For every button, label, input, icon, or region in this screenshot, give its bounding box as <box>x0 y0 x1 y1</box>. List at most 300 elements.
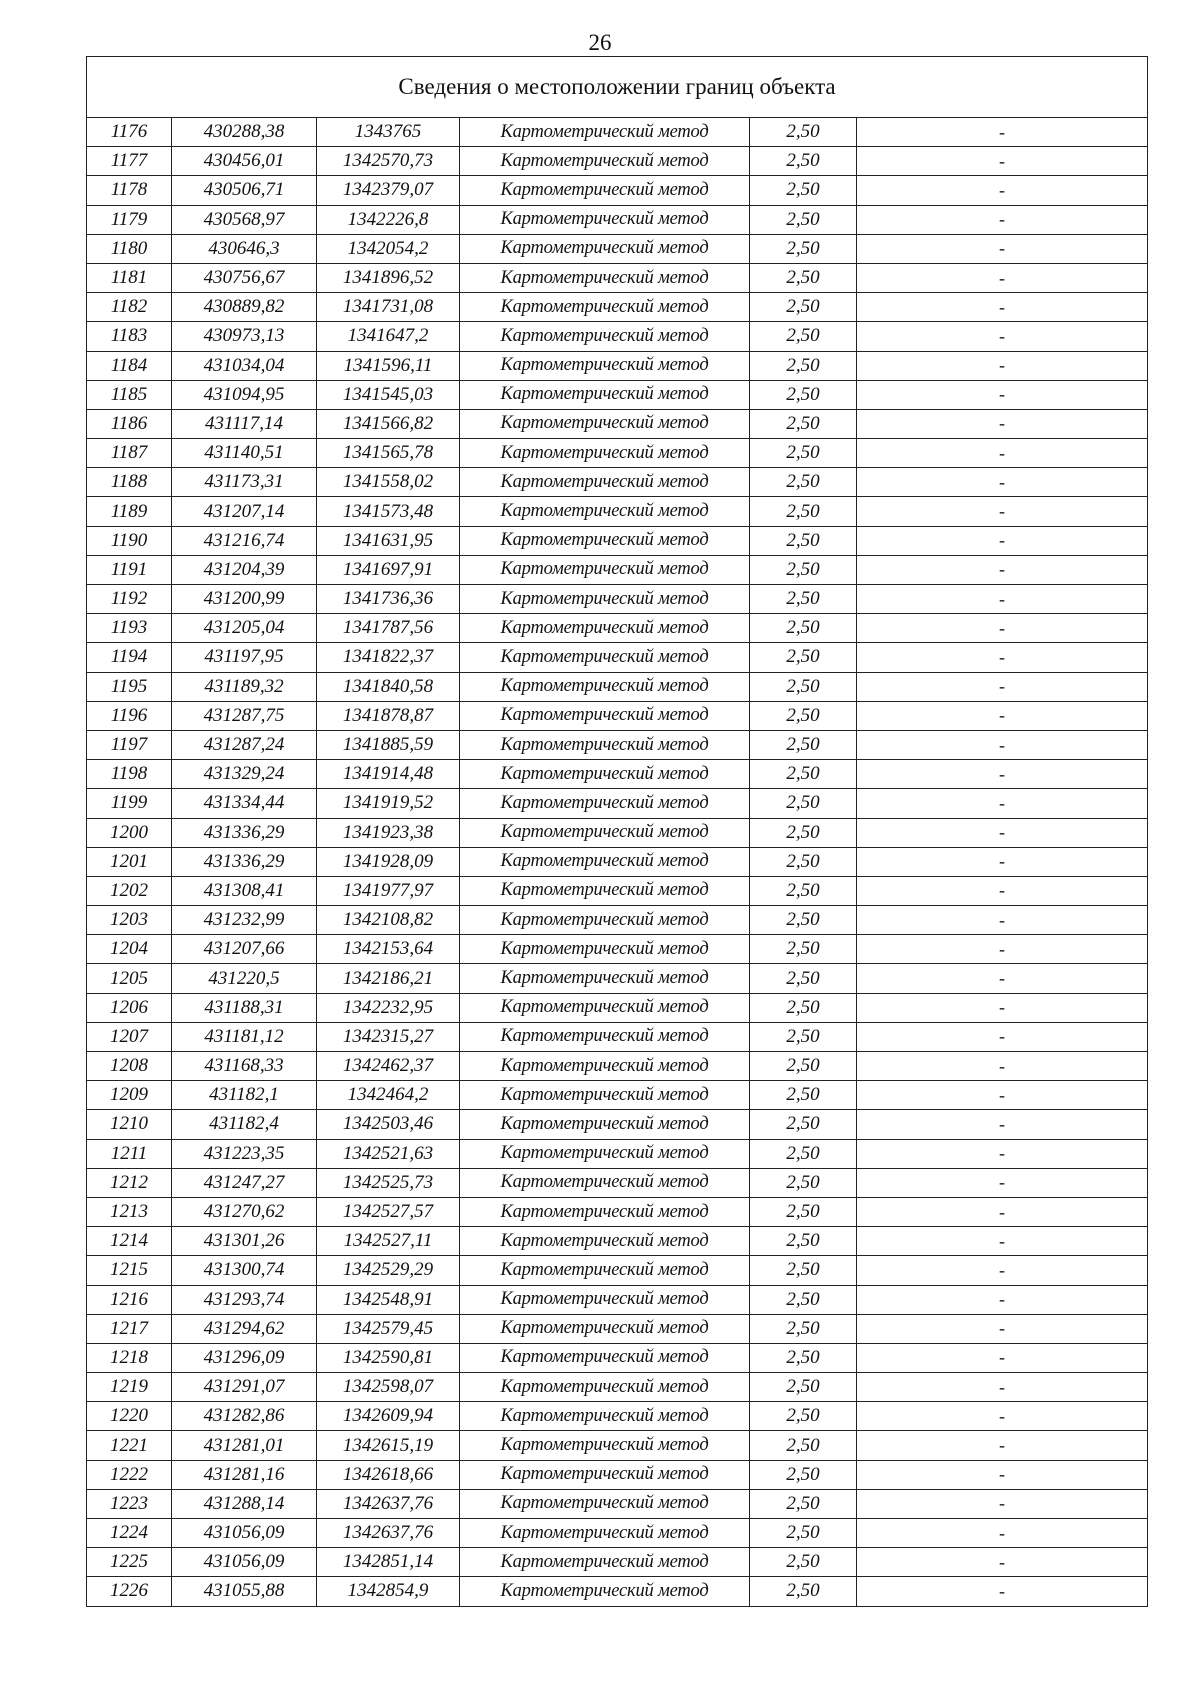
y-coordinate-cell: 1342637,76 <box>317 1519 460 1548</box>
accuracy-cell: 2,50 <box>750 1168 857 1197</box>
table-row <box>87 1256 1148 1285</box>
x-coordinate-cell: 431056,09 <box>172 1519 317 1548</box>
x-coordinate-cell: 431207,14 <box>172 497 317 526</box>
y-coordinate-cell: 1342590,81 <box>317 1343 460 1372</box>
point-number-cell: 1191 <box>87 555 172 584</box>
x-coordinate-cell: 430889,82 <box>172 293 317 322</box>
table-row <box>87 1022 1148 1051</box>
note-cell: - <box>857 1197 1148 1226</box>
note-cell: - <box>857 439 1148 468</box>
accuracy-cell: 2,50 <box>750 118 857 147</box>
point-number-cell: 1189 <box>87 497 172 526</box>
method-cell: Картометрический метод <box>460 1460 750 1489</box>
accuracy-cell: 2,50 <box>750 147 857 176</box>
x-coordinate-cell: 431094,95 <box>172 380 317 409</box>
y-coordinate-cell: 1342153,64 <box>317 935 460 964</box>
note-cell: - <box>857 1168 1148 1197</box>
x-coordinate-cell: 431296,09 <box>172 1343 317 1372</box>
note-cell: - <box>857 730 1148 759</box>
accuracy-cell: 2,50 <box>750 409 857 438</box>
table-row <box>87 847 1148 876</box>
note-cell: - <box>857 1139 1148 1168</box>
y-coordinate-cell: 1341919,52 <box>317 789 460 818</box>
accuracy-cell: 2,50 <box>750 1139 857 1168</box>
note-cell: - <box>857 118 1148 147</box>
point-number-cell: 1222 <box>87 1460 172 1489</box>
method-cell: Картометрический метод <box>460 789 750 818</box>
table-row <box>87 1168 1148 1197</box>
note-cell: - <box>857 205 1148 234</box>
x-coordinate-cell: 431336,29 <box>172 847 317 876</box>
accuracy-cell: 2,50 <box>750 380 857 409</box>
table-row <box>87 263 1148 292</box>
x-coordinate-cell: 431197,95 <box>172 643 317 672</box>
point-number-cell: 1211 <box>87 1139 172 1168</box>
table-row <box>87 672 1148 701</box>
point-number-cell: 1214 <box>87 1227 172 1256</box>
point-number-cell: 1186 <box>87 409 172 438</box>
point-number-cell: 1204 <box>87 935 172 964</box>
y-coordinate-cell: 1341545,03 <box>317 380 460 409</box>
point-number-cell: 1182 <box>87 293 172 322</box>
accuracy-cell: 2,50 <box>750 293 857 322</box>
note-cell: - <box>857 1431 1148 1460</box>
y-coordinate-cell: 1342529,29 <box>317 1256 460 1285</box>
table-row <box>87 1577 1148 1606</box>
method-cell: Картометрический метод <box>460 906 750 935</box>
note-cell: - <box>857 351 1148 380</box>
note-cell: - <box>857 176 1148 205</box>
table-row <box>87 526 1148 555</box>
note-cell: - <box>857 468 1148 497</box>
y-coordinate-cell: 1342527,57 <box>317 1197 460 1226</box>
method-cell: Картометрический метод <box>460 380 750 409</box>
y-coordinate-cell: 1341596,11 <box>317 351 460 380</box>
note-cell: - <box>857 906 1148 935</box>
accuracy-cell: 2,50 <box>750 643 857 672</box>
x-coordinate-cell: 431223,35 <box>172 1139 317 1168</box>
table-row <box>87 1227 1148 1256</box>
accuracy-cell: 2,50 <box>750 935 857 964</box>
point-number-cell: 1223 <box>87 1489 172 1518</box>
table-row <box>87 789 1148 818</box>
table-body <box>87 57 1148 1607</box>
method-cell: Картометрический метод <box>460 205 750 234</box>
x-coordinate-cell: 431200,99 <box>172 585 317 614</box>
y-coordinate-cell: 1341923,38 <box>317 818 460 847</box>
x-coordinate-cell: 431181,12 <box>172 1022 317 1051</box>
x-coordinate-cell: 430506,71 <box>172 176 317 205</box>
note-cell: - <box>857 380 1148 409</box>
y-coordinate-cell: 1341914,48 <box>317 760 460 789</box>
note-cell: - <box>857 147 1148 176</box>
point-number-cell: 1226 <box>87 1577 172 1606</box>
method-cell: Картометрический метод <box>460 1314 750 1343</box>
y-coordinate-cell: 1342851,14 <box>317 1548 460 1577</box>
note-cell: - <box>857 993 1148 1022</box>
point-number-cell: 1190 <box>87 526 172 555</box>
note-cell: - <box>857 643 1148 672</box>
method-cell: Картометрический метод <box>460 1519 750 1548</box>
note-cell: - <box>857 672 1148 701</box>
accuracy-cell: 2,50 <box>750 468 857 497</box>
page-number: 26 <box>588 30 612 55</box>
point-number-cell: 1184 <box>87 351 172 380</box>
note-cell: - <box>857 1460 1148 1489</box>
table-row <box>87 964 1148 993</box>
x-coordinate-cell: 431281,01 <box>172 1431 317 1460</box>
table-row <box>87 585 1148 614</box>
note-cell: - <box>857 1285 1148 1314</box>
point-number-cell: 1195 <box>87 672 172 701</box>
point-number-cell: 1187 <box>87 439 172 468</box>
x-coordinate-cell: 431056,09 <box>172 1548 317 1577</box>
table-row <box>87 1052 1148 1081</box>
y-coordinate-cell: 1341878,87 <box>317 701 460 730</box>
table-row <box>87 1519 1148 1548</box>
accuracy-cell: 2,50 <box>750 585 857 614</box>
point-number-cell: 1177 <box>87 147 172 176</box>
note-cell: - <box>857 964 1148 993</box>
method-cell: Картометрический метод <box>460 1489 750 1518</box>
y-coordinate-cell: 1341896,52 <box>317 263 460 292</box>
y-coordinate-cell: 1342570,73 <box>317 147 460 176</box>
point-number-cell: 1215 <box>87 1256 172 1285</box>
accuracy-cell: 2,50 <box>750 1431 857 1460</box>
x-coordinate-cell: 431281,16 <box>172 1460 317 1489</box>
method-cell: Картометрический метод <box>460 263 750 292</box>
note-cell: - <box>857 263 1148 292</box>
method-cell: Картометрический метод <box>460 322 750 351</box>
table-row <box>87 293 1148 322</box>
x-coordinate-cell: 431308,41 <box>172 876 317 905</box>
x-coordinate-cell: 430973,13 <box>172 322 317 351</box>
y-coordinate-cell: 1342054,2 <box>317 234 460 263</box>
method-cell: Картометрический метод <box>460 1256 750 1285</box>
accuracy-cell: 2,50 <box>750 1519 857 1548</box>
note-cell: - <box>857 585 1148 614</box>
x-coordinate-cell: 431291,07 <box>172 1373 317 1402</box>
table-row <box>87 1081 1148 1110</box>
x-coordinate-cell: 431334,44 <box>172 789 317 818</box>
y-coordinate-cell: 1341573,48 <box>317 497 460 526</box>
y-coordinate-cell: 1341787,56 <box>317 614 460 643</box>
method-cell: Картометрический метод <box>460 1052 750 1081</box>
method-cell: Картометрический метод <box>460 1431 750 1460</box>
y-coordinate-cell: 1342226,8 <box>317 205 460 234</box>
table-row <box>87 439 1148 468</box>
table-row <box>87 1110 1148 1139</box>
note-cell: - <box>857 818 1148 847</box>
method-cell: Картометрический метод <box>460 760 750 789</box>
note-cell: - <box>857 1548 1148 1577</box>
x-coordinate-cell: 430646,3 <box>172 234 317 263</box>
accuracy-cell: 2,50 <box>750 234 857 263</box>
x-coordinate-cell: 431204,39 <box>172 555 317 584</box>
note-cell: - <box>857 760 1148 789</box>
accuracy-cell: 2,50 <box>750 1314 857 1343</box>
table-row <box>87 351 1148 380</box>
y-coordinate-cell: 1341840,58 <box>317 672 460 701</box>
method-cell: Картометрический метод <box>460 1577 750 1606</box>
note-cell: - <box>857 526 1148 555</box>
method-cell: Картометрический метод <box>460 964 750 993</box>
method-cell: Картометрический метод <box>460 1197 750 1226</box>
table-row <box>87 205 1148 234</box>
point-number-cell: 1225 <box>87 1548 172 1577</box>
x-coordinate-cell: 431173,31 <box>172 468 317 497</box>
note-cell: - <box>857 701 1148 730</box>
accuracy-cell: 2,50 <box>750 847 857 876</box>
table-row <box>87 993 1148 1022</box>
y-coordinate-cell: 1341977,97 <box>317 876 460 905</box>
method-cell: Картометрический метод <box>460 1285 750 1314</box>
x-coordinate-cell: 430456,01 <box>172 147 317 176</box>
accuracy-cell: 2,50 <box>750 760 857 789</box>
table-row <box>87 906 1148 935</box>
method-cell: Картометрический метод <box>460 1373 750 1402</box>
table-row <box>87 176 1148 205</box>
x-coordinate-cell: 430288,38 <box>172 118 317 147</box>
y-coordinate-cell: 1342379,07 <box>317 176 460 205</box>
point-number-cell: 1217 <box>87 1314 172 1343</box>
accuracy-cell: 2,50 <box>750 1460 857 1489</box>
y-coordinate-cell: 1341647,2 <box>317 322 460 351</box>
table-row <box>87 322 1148 351</box>
table-row <box>87 147 1148 176</box>
note-cell: - <box>857 1577 1148 1606</box>
point-number-cell: 1208 <box>87 1052 172 1081</box>
note-cell: - <box>857 234 1148 263</box>
point-number-cell: 1201 <box>87 847 172 876</box>
point-number-cell: 1202 <box>87 876 172 905</box>
note-cell: - <box>857 497 1148 526</box>
y-coordinate-cell: 1342609,94 <box>317 1402 460 1431</box>
method-cell: Картометрический метод <box>460 234 750 263</box>
note-cell: - <box>857 1052 1148 1081</box>
accuracy-cell: 2,50 <box>750 1489 857 1518</box>
y-coordinate-cell: 1342579,45 <box>317 1314 460 1343</box>
y-coordinate-cell: 1341558,02 <box>317 468 460 497</box>
accuracy-cell: 2,50 <box>750 1577 857 1606</box>
accuracy-cell: 2,50 <box>750 1052 857 1081</box>
method-cell: Картометрический метод <box>460 643 750 672</box>
x-coordinate-cell: 431270,62 <box>172 1197 317 1226</box>
y-coordinate-cell: 1342521,63 <box>317 1139 460 1168</box>
x-coordinate-cell: 431216,74 <box>172 526 317 555</box>
x-coordinate-cell: 431287,24 <box>172 730 317 759</box>
note-cell: - <box>857 555 1148 584</box>
table-row <box>87 1139 1148 1168</box>
accuracy-cell: 2,50 <box>750 964 857 993</box>
table-row <box>87 1431 1148 1460</box>
table-row <box>87 1343 1148 1372</box>
accuracy-cell: 2,50 <box>750 1256 857 1285</box>
accuracy-cell: 2,50 <box>750 497 857 526</box>
accuracy-cell: 2,50 <box>750 818 857 847</box>
method-cell: Картометрический метод <box>460 847 750 876</box>
note-cell: - <box>857 1489 1148 1518</box>
x-coordinate-cell: 431168,33 <box>172 1052 317 1081</box>
method-cell: Картометрический метод <box>460 497 750 526</box>
method-cell: Картометрический метод <box>460 1402 750 1431</box>
accuracy-cell: 2,50 <box>750 730 857 759</box>
table-row <box>87 409 1148 438</box>
accuracy-cell: 2,50 <box>750 906 857 935</box>
point-number-cell: 1188 <box>87 468 172 497</box>
y-coordinate-cell: 1342527,11 <box>317 1227 460 1256</box>
point-number-cell: 1185 <box>87 380 172 409</box>
x-coordinate-cell: 431294,62 <box>172 1314 317 1343</box>
method-cell: Картометрический метод <box>460 409 750 438</box>
method-cell: Картометрический метод <box>460 1343 750 1372</box>
point-number-cell: 1178 <box>87 176 172 205</box>
note-cell: - <box>857 876 1148 905</box>
accuracy-cell: 2,50 <box>750 439 857 468</box>
note-cell: - <box>857 1373 1148 1402</box>
accuracy-cell: 2,50 <box>750 1081 857 1110</box>
y-coordinate-cell: 1342548,91 <box>317 1285 460 1314</box>
point-number-cell: 1180 <box>87 234 172 263</box>
y-coordinate-cell: 1342503,46 <box>317 1110 460 1139</box>
accuracy-cell: 2,50 <box>750 176 857 205</box>
accuracy-cell: 2,50 <box>750 205 857 234</box>
table-row <box>87 1285 1148 1314</box>
accuracy-cell: 2,50 <box>750 789 857 818</box>
y-coordinate-cell: 1343765 <box>317 118 460 147</box>
table-row <box>87 614 1148 643</box>
y-coordinate-cell: 1342525,73 <box>317 1168 460 1197</box>
method-cell: Картометрический метод <box>460 439 750 468</box>
x-coordinate-cell: 431301,26 <box>172 1227 317 1256</box>
x-coordinate-cell: 431182,1 <box>172 1081 317 1110</box>
note-cell: - <box>857 1256 1148 1285</box>
note-cell: - <box>857 1110 1148 1139</box>
point-number-cell: 1206 <box>87 993 172 1022</box>
x-coordinate-cell: 431288,14 <box>172 1489 317 1518</box>
note-cell: - <box>857 322 1148 351</box>
method-cell: Картометрический метод <box>460 555 750 584</box>
point-number-cell: 1207 <box>87 1022 172 1051</box>
x-coordinate-cell: 431282,86 <box>172 1402 317 1431</box>
accuracy-cell: 2,50 <box>750 1197 857 1226</box>
table-row <box>87 497 1148 526</box>
table-row <box>87 760 1148 789</box>
x-coordinate-cell: 430756,67 <box>172 263 317 292</box>
method-cell: Картометрический метод <box>460 672 750 701</box>
note-cell: - <box>857 1227 1148 1256</box>
table-row <box>87 1548 1148 1577</box>
point-number-cell: 1209 <box>87 1081 172 1110</box>
point-number-cell: 1176 <box>87 118 172 147</box>
accuracy-cell: 2,50 <box>750 1373 857 1402</box>
method-cell: Картометрический метод <box>460 468 750 497</box>
table-title: Сведения о местоположении границ объекта <box>87 57 1148 118</box>
table-row <box>87 935 1148 964</box>
x-coordinate-cell: 431140,51 <box>172 439 317 468</box>
point-number-cell: 1212 <box>87 1168 172 1197</box>
point-number-cell: 1216 <box>87 1285 172 1314</box>
table-row <box>87 380 1148 409</box>
y-coordinate-cell: 1341822,37 <box>317 643 460 672</box>
x-coordinate-cell: 431188,31 <box>172 993 317 1022</box>
method-cell: Картометрический метод <box>460 730 750 759</box>
table-row <box>87 468 1148 497</box>
point-number-cell: 1210 <box>87 1110 172 1139</box>
table-row <box>87 118 1148 147</box>
note-cell: - <box>857 1519 1148 1548</box>
accuracy-cell: 2,50 <box>750 1402 857 1431</box>
accuracy-cell: 2,50 <box>750 993 857 1022</box>
method-cell: Картометрический метод <box>460 701 750 730</box>
point-number-cell: 1196 <box>87 701 172 730</box>
note-cell: - <box>857 1022 1148 1051</box>
point-number-cell: 1213 <box>87 1197 172 1226</box>
x-coordinate-cell: 431247,27 <box>172 1168 317 1197</box>
point-number-cell: 1197 <box>87 730 172 759</box>
point-number-cell: 1224 <box>87 1519 172 1548</box>
method-cell: Картометрический метод <box>460 1110 750 1139</box>
x-coordinate-cell: 431232,99 <box>172 906 317 935</box>
accuracy-cell: 2,50 <box>750 672 857 701</box>
method-cell: Картометрический метод <box>460 614 750 643</box>
accuracy-cell: 2,50 <box>750 1343 857 1372</box>
table-row <box>87 876 1148 905</box>
note-cell: - <box>857 614 1148 643</box>
y-coordinate-cell: 1341885,59 <box>317 730 460 759</box>
table-row <box>87 1460 1148 1489</box>
accuracy-cell: 2,50 <box>750 322 857 351</box>
y-coordinate-cell: 1342618,66 <box>317 1460 460 1489</box>
point-number-cell: 1193 <box>87 614 172 643</box>
x-coordinate-cell: 431293,74 <box>172 1285 317 1314</box>
table-row <box>87 1402 1148 1431</box>
accuracy-cell: 2,50 <box>750 701 857 730</box>
point-number-cell: 1218 <box>87 1343 172 1372</box>
note-cell: - <box>857 1402 1148 1431</box>
accuracy-cell: 2,50 <box>750 1227 857 1256</box>
method-cell: Картометрический метод <box>460 1081 750 1110</box>
y-coordinate-cell: 1342462,37 <box>317 1052 460 1081</box>
method-cell: Картометрический метод <box>460 935 750 964</box>
accuracy-cell: 2,50 <box>750 614 857 643</box>
y-coordinate-cell: 1342598,07 <box>317 1373 460 1402</box>
x-coordinate-cell: 431034,04 <box>172 351 317 380</box>
y-coordinate-cell: 1342186,21 <box>317 964 460 993</box>
x-coordinate-cell: 431182,4 <box>172 1110 317 1139</box>
point-number-cell: 1199 <box>87 789 172 818</box>
table-row <box>87 1197 1148 1226</box>
method-cell: Картометрический метод <box>460 293 750 322</box>
y-coordinate-cell: 1341697,91 <box>317 555 460 584</box>
x-coordinate-cell: 431189,32 <box>172 672 317 701</box>
x-coordinate-cell: 431300,74 <box>172 1256 317 1285</box>
y-coordinate-cell: 1342854,9 <box>317 1577 460 1606</box>
accuracy-cell: 2,50 <box>750 263 857 292</box>
note-cell: - <box>857 409 1148 438</box>
method-cell: Картометрический метод <box>460 1548 750 1577</box>
y-coordinate-cell: 1342108,82 <box>317 906 460 935</box>
accuracy-cell: 2,50 <box>750 876 857 905</box>
note-cell: - <box>857 935 1148 964</box>
y-coordinate-cell: 1341928,09 <box>317 847 460 876</box>
table-row <box>87 643 1148 672</box>
accuracy-cell: 2,50 <box>750 555 857 584</box>
point-number-cell: 1200 <box>87 818 172 847</box>
y-coordinate-cell: 1341731,08 <box>317 293 460 322</box>
method-cell: Картометрический метод <box>460 351 750 380</box>
table-row <box>87 818 1148 847</box>
